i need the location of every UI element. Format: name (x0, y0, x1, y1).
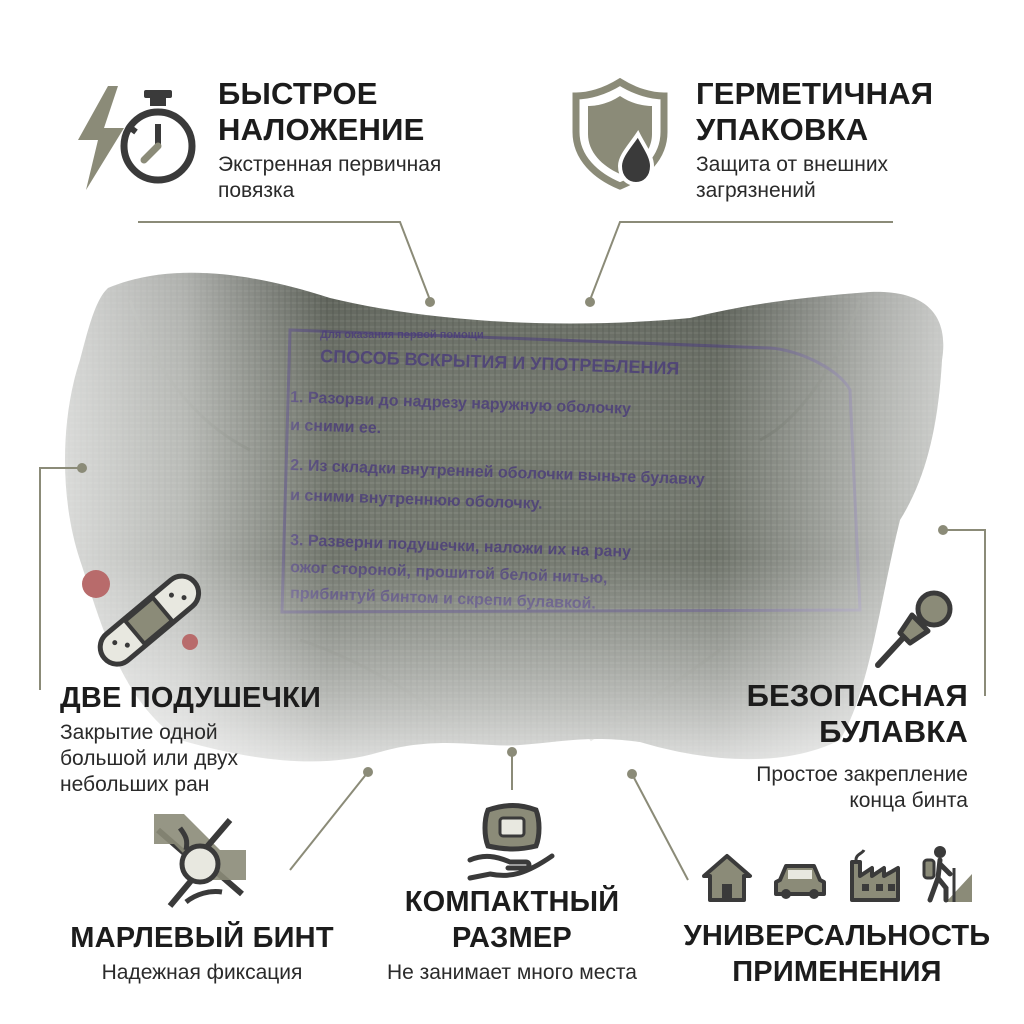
car-icon (772, 860, 828, 902)
feature-title: БЕЗОПАСНАЯ БУЛАВКА (746, 678, 968, 749)
feature-desc: Надежная фиксация (101, 961, 303, 984)
house-icon (700, 852, 754, 904)
feature-desc: Защита от внешних загрязнений (696, 153, 889, 202)
feature-gauze-bandage (52, 920, 352, 986)
hand-package-icon (466, 800, 558, 884)
feature-title: УНИВЕРСАЛЬНОСТЬ ПРИМЕНЕНИЯ (683, 920, 991, 988)
lightning-stopwatch-icon (72, 82, 200, 194)
feature-quick-application (218, 76, 518, 204)
feature-title: КОМПАКТНЫЙ РАЗМЕР (404, 886, 620, 954)
shield-drop-icon (572, 78, 668, 190)
feature-title: БЫСТРОЕ НАЛОЖЕНИЕ (218, 76, 425, 147)
feature-desc: Простое закрепление конца бинта (756, 763, 968, 812)
feature-title: ГЕРМЕТИЧНАЯ УПАКОВКА (696, 76, 934, 147)
feature-title: МАРЛЕВЫЙ БИНТ (70, 922, 334, 954)
bandaged-joint-icon (150, 810, 250, 914)
bandage-pad-icon (78, 568, 208, 668)
hiker-icon (916, 844, 972, 906)
feature-desc: Не занимает много места (387, 961, 637, 984)
feature-universal-use (672, 918, 1002, 990)
factory-icon (846, 848, 904, 904)
feature-sealed-packaging (696, 76, 996, 204)
feature-title: ДВЕ ПОДУШЕЧКИ (60, 682, 322, 714)
feature-safety-pin (690, 678, 968, 814)
feature-two-pads (60, 680, 360, 798)
feature-compact-size (352, 884, 672, 986)
feature-desc: Экстренная первичная повязка (218, 153, 442, 202)
feature-desc: Закрытие одной большой или двух небольших ран (60, 721, 239, 796)
pin-icon (872, 585, 958, 671)
